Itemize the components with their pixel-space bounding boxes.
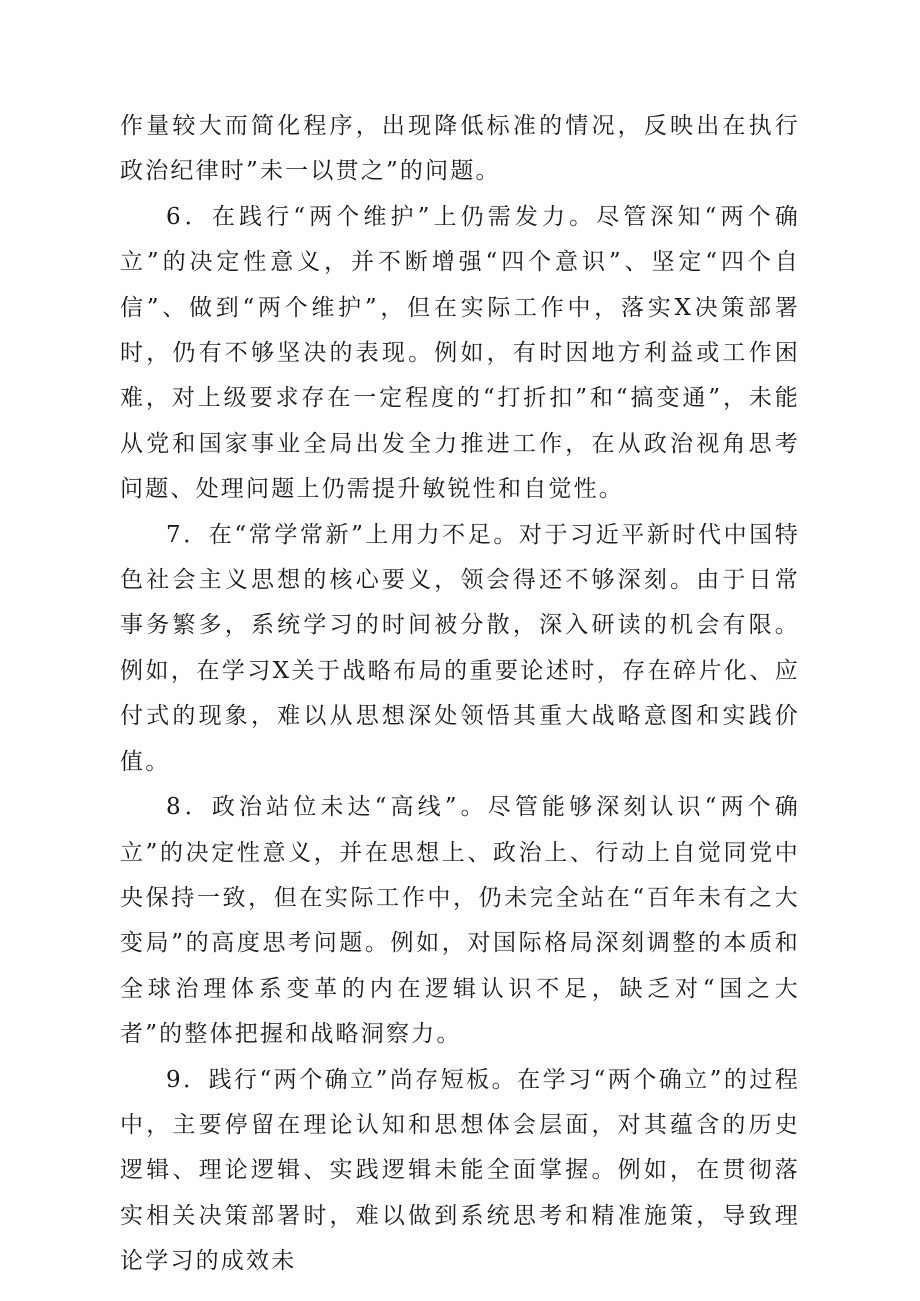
paragraph-item-7: 7．在“常学常新”上用力不足。对于习近平新时代中国特色社会主义思想的核心要义，领会得还不够深刻。由于日常事务繁多，系统学习的时间被分散，深入研读的机会有限。例如，在学习X关于战略布局的重要论述时，存在碎片化、应付式的现象，难以从思想深处领悟其重大战略意图和实践价值。: [120, 521, 800, 775]
paragraph-continuation: 作量较大而简化程序，出现降低标准的情况，反映出在执行政治纪律时”未一以贯之”的问题。: [120, 113, 800, 185]
document-body: [120, 104, 800, 1285]
paragraph-item-9: 9．践行“两个确立”尚存短板。在学习“两个确立”的过程中，主要停留在理论认知和思想体会层面，对其蕴含的历史逻辑、理论逻辑、实践逻辑未能全面掌握。例如，在贯彻落实相关决策部署时，难以做到系统思考和精准施策，导致理论学习的成效未: [120, 1066, 800, 1275]
paragraph-item-8: 8．政治站位未达“高线”。尽管能够深刻认识“两个确立”的决定性意义，并在思想上、政治上、行动上自觉同党中央保持一致，但在实际工作中，仍未完全站在“百年未有之大变局”的高度思考问题。例如，对国际格局深刻调整的本质和全球治理体系变革的内在逻辑认识不足，缺乏对“国之大者”的整体把握和战略洞察力。: [120, 794, 800, 1048]
paragraph-item-6: 6．在践行“两个维护”上仍需发力。尽管深知“两个确立”的决定性意义，并不断增强“四个意识”、坚定“四个自信”、做到“两个维护”，但在实际工作中，落实X决策部署时，仍有不够坚决的表现。例如，有时因地方利益或工作困难，对上级要求存在一定程度的“打折扣”和“搞变通”，未能从党和国家事业全局出发全力推进工作，在从政治视角思考问题、处理问题上仍需提升敏锐性和自觉性。: [120, 203, 800, 503]
